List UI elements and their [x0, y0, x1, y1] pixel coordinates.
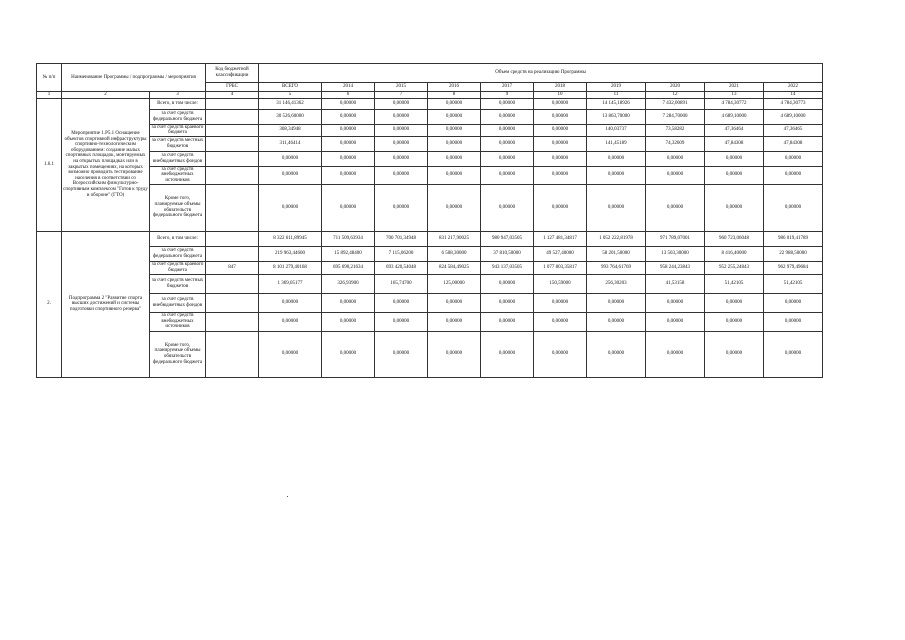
year-value: 0,00000 [322, 151, 375, 166]
year-value: 0,00000 [375, 166, 428, 184]
year-value: 1 077 803,35817 [534, 261, 587, 274]
funding-source-label: Кроме того, планируемые объемы обязательств федерального бюджета [150, 184, 206, 231]
budget-table [36, 63, 823, 378]
year-value: 0,00000 [375, 184, 428, 231]
grbs-code [206, 184, 259, 231]
year-value: 0,00000 [428, 109, 481, 124]
header-year: 2014 [322, 83, 375, 92]
year-value: 1 127 481,34817 [534, 231, 587, 246]
header-year: 2022 [764, 83, 823, 92]
year-value: 41,53158 [646, 274, 705, 293]
total-value: 219 963,44600 [259, 246, 322, 261]
funding-source-label: Всего, в том числе: [150, 98, 206, 109]
year-value: 0,00000 [534, 312, 587, 331]
year-value: 0,00000 [764, 166, 823, 184]
year-value: 711 509,63934 [322, 231, 375, 246]
grbs-code [206, 246, 259, 261]
year-value: 0,00000 [322, 166, 375, 184]
year-value: 7 432,00891 [646, 98, 705, 109]
year-value: 326,93900 [322, 274, 375, 293]
year-value: 993 764,61769 [587, 261, 646, 274]
column-number: 13 [705, 92, 764, 99]
table-row [37, 274, 823, 293]
column-number: 8 [428, 92, 481, 99]
header-year: 2020 [646, 83, 705, 92]
year-value: 0,00000 [705, 312, 764, 331]
year-value: 0,00000 [764, 151, 823, 166]
year-value: 13 503,30000 [646, 246, 705, 261]
grbs-code [206, 274, 259, 293]
year-value: 0,00000 [428, 312, 481, 331]
year-value: 0,00000 [481, 274, 534, 293]
header-year: 2015 [375, 83, 428, 92]
year-value: 0,00000 [587, 184, 646, 231]
total-value: 0,00000 [259, 293, 322, 312]
year-value: 0,00000 [705, 293, 764, 312]
total-value: 0,00000 [259, 312, 322, 331]
year-value: 0,00000 [481, 124, 534, 136]
column-number: 1 [37, 92, 62, 99]
year-value: 0,00000 [428, 98, 481, 109]
grbs-code [206, 293, 259, 312]
funding-source-label: за счет средств краевого бюджета [150, 124, 206, 136]
year-value: 51,42105 [705, 274, 764, 293]
year-value: 0,00000 [428, 184, 481, 231]
year-value: 958 244,23843 [646, 261, 705, 274]
year-value: 0,00000 [534, 124, 587, 136]
year-value: 4 689,10000 [764, 109, 823, 124]
year-value: 0,00000 [481, 98, 534, 109]
year-value: 980 947,03505 [481, 231, 534, 246]
year-value: 0,00000 [322, 293, 375, 312]
year-value: 13 863,70000 [587, 109, 646, 124]
year-value: 0,00000 [322, 136, 375, 151]
year-value: 47,84308 [705, 136, 764, 151]
year-value: 0,00000 [481, 151, 534, 166]
year-value: 47,36465 [764, 124, 823, 136]
grbs-code [206, 124, 259, 136]
section-name: Подпрограмма 2 "Развитие спорта высших достижений и системы подготовки спортивного резерва" [62, 231, 150, 377]
section-number: 2. [37, 231, 62, 377]
year-value: 15 892,48400 [322, 246, 375, 261]
year-value: 0,00000 [705, 184, 764, 231]
year-value: 7 284,70000 [646, 109, 705, 124]
grbs-code [206, 151, 259, 166]
table-row [37, 331, 823, 377]
header-year: 2017 [481, 83, 534, 92]
year-value: 0,00000 [428, 151, 481, 166]
year-value: 22 988,50000 [764, 246, 823, 261]
year-value: 7 115,06200 [375, 246, 428, 261]
year-value: 0,00000 [428, 124, 481, 136]
table-row [37, 151, 823, 166]
year-value: 0,00000 [764, 312, 823, 331]
column-number: 7 [375, 92, 428, 99]
grbs-code [206, 231, 259, 246]
total-value: 0,00000 [259, 184, 322, 231]
grbs-code [206, 166, 259, 184]
grbs-code: 847 [206, 261, 259, 274]
year-value: 0,00000 [428, 293, 481, 312]
year-value: 700 701,34948 [375, 231, 428, 246]
funding-source-label: за счет средств внебюджетных фондов [150, 151, 206, 166]
table-row [37, 166, 823, 184]
year-value: 0,00000 [481, 166, 534, 184]
table-row [37, 136, 823, 151]
table-row [37, 184, 823, 231]
year-value: 0,00000 [428, 331, 481, 377]
year-value: 140,03737 [587, 124, 646, 136]
grbs-code [206, 312, 259, 331]
year-value: 0,00000 [481, 184, 534, 231]
year-value: 0,00000 [587, 166, 646, 184]
year-value: 0,00000 [322, 98, 375, 109]
year-value: 952 255,24843 [705, 261, 764, 274]
year-value: 943 137,03505 [481, 261, 534, 274]
table-row [37, 98, 823, 109]
year-value: 960 723,06048 [705, 231, 764, 246]
year-value: 971 789,07001 [646, 231, 705, 246]
year-value: 0,00000 [534, 109, 587, 124]
year-value: 0,00000 [322, 184, 375, 231]
year-value: 824 584,49025 [428, 261, 481, 274]
year-value: 8 416,40000 [705, 246, 764, 261]
funding-source-label: за счет средств внебюджетных источников [150, 166, 206, 184]
header-name: Наименование Программы / подпрограммы / мероприятия [62, 64, 206, 92]
table-row [37, 231, 823, 246]
year-value: 0,00000 [534, 293, 587, 312]
header-code: Код бюджетной классификации [206, 64, 259, 83]
year-value: 0,00000 [587, 151, 646, 166]
stray-dot [287, 496, 288, 497]
year-value: 0,00000 [375, 312, 428, 331]
table-row [37, 109, 823, 124]
year-value: 6 508,30000 [428, 246, 481, 261]
grbs-code [206, 98, 259, 109]
year-value: 0,00000 [322, 109, 375, 124]
year-value: 150,59000 [534, 274, 587, 293]
section-number: 1.6.1 [37, 98, 62, 231]
year-value: 0,00000 [375, 109, 428, 124]
total-value: 1 369,05177 [259, 274, 322, 293]
year-value: 0,00000 [705, 166, 764, 184]
year-value: 0,00000 [322, 312, 375, 331]
total-value: 30 526,60000 [259, 109, 322, 124]
header-year: 2018 [534, 83, 587, 92]
funding-source-label: за счет средств внебюджетных источников [150, 312, 206, 331]
year-value: 0,00000 [428, 166, 481, 184]
column-number: 5 [259, 92, 322, 99]
column-number: 3 [150, 92, 206, 99]
table-row [37, 293, 823, 312]
year-value: 0,00000 [428, 136, 481, 151]
year-value: 256,30203 [587, 274, 646, 293]
year-value: 0,00000 [534, 136, 587, 151]
table-row [37, 246, 823, 261]
year-value: 0,00000 [705, 151, 764, 166]
year-value: 0,00000 [375, 293, 428, 312]
table-row [37, 261, 823, 274]
table-row [37, 312, 823, 331]
year-value: 831 217,90025 [428, 231, 481, 246]
year-value: 0,00000 [322, 124, 375, 136]
column-number: 6 [322, 92, 375, 99]
year-value: 0,00000 [646, 166, 705, 184]
column-number: 4 [206, 92, 259, 99]
year-value: 4 689,10000 [705, 109, 764, 124]
header-year: 2019 [587, 83, 646, 92]
year-value: 0,00000 [322, 331, 375, 377]
year-value: 962 979,49684 [764, 261, 823, 274]
year-value: 0,00000 [705, 331, 764, 377]
year-value: 0,00000 [375, 136, 428, 151]
year-value: 0,00000 [481, 293, 534, 312]
grbs-code [206, 109, 259, 124]
year-value: 0,00000 [481, 331, 534, 377]
funding-source-label: за счет средств федерального бюджета [150, 246, 206, 261]
year-value: 0,00000 [587, 331, 646, 377]
header-year: 2016 [428, 83, 481, 92]
column-number: 9 [481, 92, 534, 99]
total-value: 0,00000 [259, 151, 322, 166]
year-value: 51,42105 [764, 274, 823, 293]
year-value: 14 145,18926 [587, 98, 646, 109]
header-volume: Объем средств на реализацию Программы [259, 64, 823, 83]
year-value: 74,32609 [646, 136, 705, 151]
total-value: 31 146,41362 [259, 98, 322, 109]
year-value: 0,00000 [764, 293, 823, 312]
year-value: 58 201,50000 [587, 246, 646, 261]
total-value: 311,46414 [259, 136, 322, 151]
year-value: 1 052 222,81978 [587, 231, 646, 246]
funding-source-label: за счет средств федерального бюджета [150, 109, 206, 124]
column-number: 10 [534, 92, 587, 99]
year-value: 0,00000 [481, 312, 534, 331]
year-value: 37 810,50000 [481, 246, 534, 261]
year-value: 695 690,21634 [322, 261, 375, 274]
year-value: 0,00000 [375, 98, 428, 109]
total-value: 8 101 279,40168 [259, 261, 322, 274]
total-value: 0,00000 [259, 166, 322, 184]
year-value: 986 019,41789 [764, 231, 823, 246]
year-value: 0,00000 [534, 166, 587, 184]
year-value: 0,00000 [375, 331, 428, 377]
funding-source-label: за счет средств местных бюджетов [150, 136, 206, 151]
year-value: 0,00000 [646, 312, 705, 331]
total-value: 0,00000 [259, 331, 322, 377]
year-value: 47,36464 [705, 124, 764, 136]
year-value: 0,00000 [534, 184, 587, 231]
header-grbs: ГРБС [206, 83, 259, 92]
year-value: 0,00000 [375, 151, 428, 166]
year-value: 73,58282 [646, 124, 705, 136]
header-no: № п/п [37, 64, 62, 92]
grbs-code [206, 136, 259, 151]
year-value: 141,45189 [587, 136, 646, 151]
table-row [37, 124, 823, 136]
year-value: 4 784,30772 [705, 98, 764, 109]
column-number: 12 [646, 92, 705, 99]
year-value: 0,00000 [587, 312, 646, 331]
year-value: 125,00000 [428, 274, 481, 293]
funding-source-label: Всего, в том числе: [150, 231, 206, 246]
section-name: Мероприятие 1.Р5.1 Оснащение объектов спортивной инфраструктуры спортивно-технологическим оборудованием: создание малых спортивных площадок, монтируемых на открытых площадках или в закрытых помещениях, на которых возможно проводить тестирование населения в соответствии со Всероссийским физкультурно-спортивным комплексом "Готов к труду и обороне" (ГТО) [62, 98, 150, 231]
year-value: 0,00000 [534, 98, 587, 109]
year-value: 49 527,40000 [534, 246, 587, 261]
year-value: 4 784,30773 [764, 98, 823, 109]
header-total: ВСЕГО [259, 83, 322, 92]
funding-source-label: Кроме того, планируемые объемы обязательств федерального бюджета [150, 331, 206, 377]
column-number: 2 [62, 92, 150, 99]
year-value: 0,00000 [764, 184, 823, 231]
year-value: 0,00000 [646, 293, 705, 312]
funding-source-label: за счет средств внебюджетных фондов [150, 293, 206, 312]
year-value: 0,00000 [587, 293, 646, 312]
year-value: 0,00000 [481, 136, 534, 151]
year-value: 165,74700 [375, 274, 428, 293]
year-value: 0,00000 [646, 331, 705, 377]
header-year: 2021 [705, 83, 764, 92]
total-value: 8 322 611,89945 [259, 231, 322, 246]
total-value: 308,34948 [259, 124, 322, 136]
year-value: 0,00000 [481, 109, 534, 124]
year-value: 0,00000 [764, 331, 823, 377]
year-value: 693 420,54048 [375, 261, 428, 274]
table-body [37, 64, 823, 378]
year-value: 0,00000 [534, 331, 587, 377]
year-value: 0,00000 [534, 151, 587, 166]
year-value: 47,84308 [764, 136, 823, 151]
year-value: 0,00000 [646, 184, 705, 231]
column-number: 14 [764, 92, 823, 99]
year-value: 0,00000 [646, 151, 705, 166]
grbs-code [206, 331, 259, 377]
column-number: 11 [587, 92, 646, 99]
funding-source-label: за счет средств местных бюджетов [150, 274, 206, 293]
year-value: 0,00000 [375, 124, 428, 136]
funding-source-label: за счет средств краевого бюджета [150, 261, 206, 274]
